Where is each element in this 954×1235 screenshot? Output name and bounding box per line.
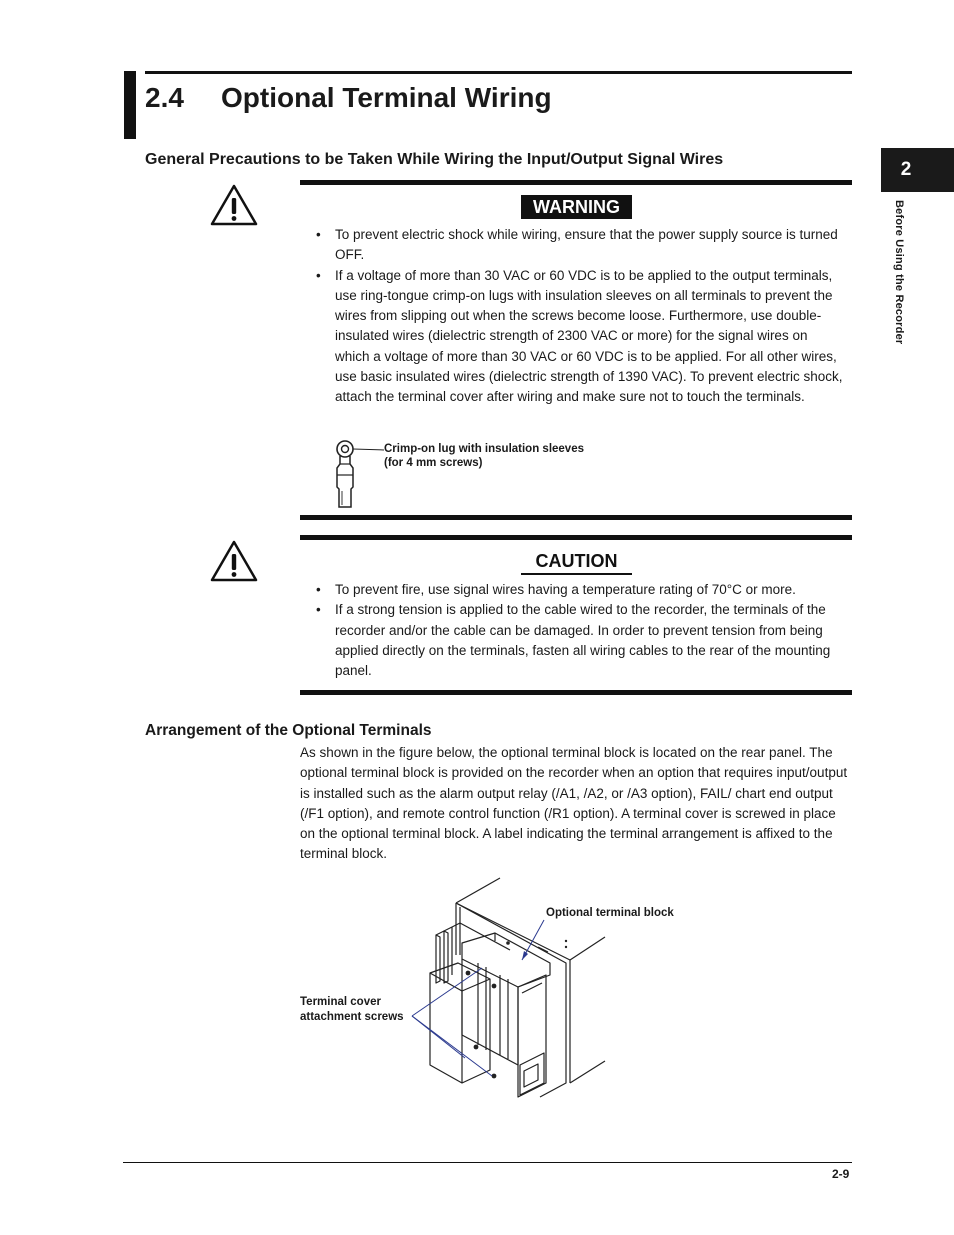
chapter-number: 2 [900,159,912,180]
chapter-tab [881,148,954,192]
crimp-lug-illustration [330,437,390,512]
figure-label-screws-line-1: Terminal cover [300,996,381,1008]
caution-label: CAUTION [521,549,632,575]
warning-bottom-rule [300,515,852,520]
arrangement-heading: Arrangement of the Optional Terminals [145,722,432,739]
page-title: Optional Terminal Wiring [221,82,552,113]
caution-bullet-1: • To prevent fire, use signal wires having a temperature rating of 70°C or more. [314,580,844,600]
title-accent-bar [124,71,136,139]
lug-caption-line-2: (for 4 mm screws) [384,457,483,469]
figure-label-screws-line-2: attachment screws [300,1011,404,1023]
arrangement-paragraph: As shown in the figure below, the optional terminal block is located on the rear panel. The optional terminal block is provided on the recorder when an option that requires input/output is installed such as the alarm output relay (/A1, /A2, or /A3 option), FAIL/ chart end output (/F1 option), and remote control function (/R1 option). A terminal cover is screwed in place on the optional terminal block. A label indicating the terminal arrangement is affixed to the terminal block. [300,745,848,862]
caution-bullet-list [314,580,844,681]
figure-label-screws [300,995,404,1025]
page-number: 2-9 [832,1167,850,1181]
warning-bullet-1: • To prevent electric shock while wiring, ensure that the power supply source is turned OFF. [314,225,844,266]
lug-caption-line-1: Crimp-on lug with insulation sleeves [384,443,584,455]
warning-bullet-2: • If a voltage of more than 30 VAC or 60 VDC is to be applied to the output terminals, use ring-tongue crimp-on lugs with insulation sleeves on all terminals to prevent the wires from slipping out when the screws become loose. Furthermore, use double-insulated wires (dielectric strength of 2300 VAC or more) for the signal wires on which a voltage of more than 30 VAC or 60 VDC is to be applied. For all other wires, use basic insulated wires (dielectric strength of 1390 VAC). To prevent electric shock, attach the terminal cover after wiring and make sure not to touch the terminals. [314,266,844,408]
warning-top-rule [300,180,852,185]
chapter-side-label: Before Using the Recorder [893,200,905,345]
title-rule [145,71,852,74]
warning-label: WARNING [521,195,632,219]
lug-caption [384,442,584,470]
caution-top-rule [300,535,852,540]
caution-triangle-icon [210,540,258,582]
figure-label-terminal-block: Optional terminal block [546,907,674,919]
section-number: 2.4 [145,82,184,113]
warning-triangle-icon [210,184,258,226]
caution-bottom-rule [300,690,852,695]
warning-bullet-list [314,225,844,408]
precautions-heading: General Precautions to be Taken While Wiring the Input/Output Signal Wires [145,151,724,168]
caution-bullet-2: • If a strong tension is applied to the cable wired to the recorder, the terminals of the recorder and/or the cable can be damaged. In order to prevent tension from being applied directly on the terminals, fasten all wiring cables to the rear of the mounting panel. [314,600,844,681]
footer-rule [123,1162,852,1163]
